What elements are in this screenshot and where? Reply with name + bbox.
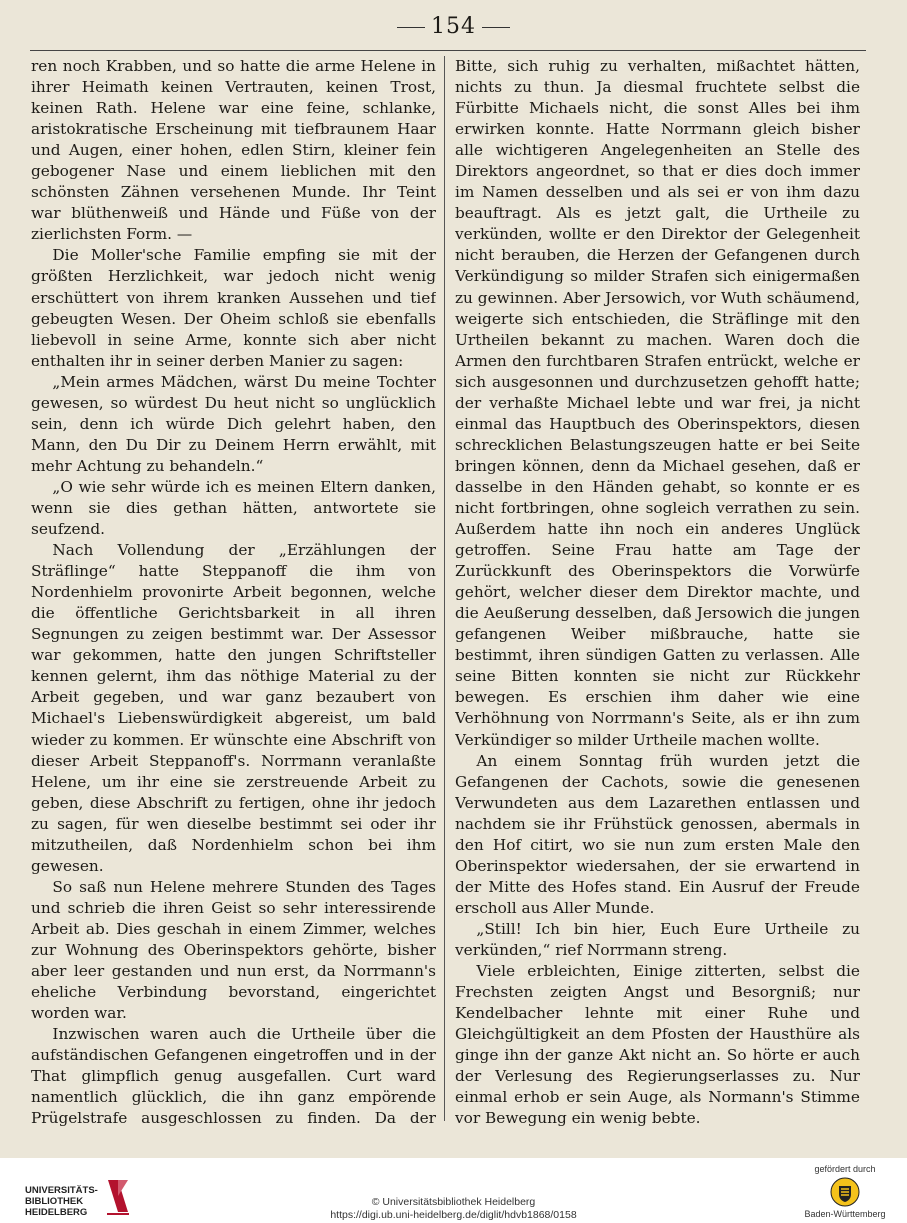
paragraph: An einem Sonntag früh wurden jetzt die Gefangenen der Cachots, sowie die genesenen Verwundeten aus dem Lazarethen entlassen und nachdem sie ihr Frühstück genossen, abermals in den Hof citirt, wo sie nun zum ersten Male den Oberinspektor wiedersahen, der sie erwartend in der Mitte des Hofes stand. Ein Ausruf der Freude erscholl aus Aller Munde. [455, 751, 860, 917]
header-rule [30, 50, 866, 51]
paragraph: Inzwischen waren auch die Urtheile über die aufständischen Gefangenen eingetroffen und in der That glimpflich genug ausgefallen. Curt ward namentlich glücklich, die ihn ganz empörende Prügelstrafe ausgeschlossen zu finden. Da der [31, 1025, 436, 1128]
copyright-notice [0, 1196, 907, 1222]
paragraph: ren noch Krabben, und so hatte die arme Helene in ihrer Heimath keinen Vertrauten, keinen Trost, keinen Rath. Helene war eine feine, schlanke, aristokratische Erscheinung mit tiefbraunem Haar und Augen, einer hohen, edlen Stirn, kleiner fein gebogener Nase und einem lieblichen mit den schönsten Zähnen versehenen Munde. Ihr Teint war blüthenweiß und Hände und Füße von der zierlichsten Form. — [31, 57, 436, 244]
paragraph: Die Moller'sche Familie empfing sie mit der größten Herzlichkeit, war jedoch nicht wenig erschüttert von ihrem kranken Aussehen und tief gebeugten Wesen. Der Oheim schloß sie ebenfalls liebevoll in seine Arme, konnte sich aber nicht enthalten ihr in seiner derben Manier zu sagen: [31, 246, 436, 370]
paragraph [455, 1129, 860, 1131]
paragraph: „Still! Ich bin hier, Euch Eure Urtheile zu verkünden,“ rief Norrmann streng. [455, 919, 860, 959]
page-number: 154 [0, 14, 907, 39]
left-text-column [31, 56, 436, 1131]
paragraph: „Mein armes Mädchen, wärst Du meine Tochter gewesen, so würdest Du heut nicht so unglücklich sein, denn ich würde Dich gelehrt haben, den Mann, den Du Dir zu Deinem Herrn erwählt, mit mehr Achtung zu behandeln.“ [31, 372, 436, 475]
copyright-text: © Universitätsbibliothek Heidelberg [371, 1196, 536, 1208]
right-text-column [455, 56, 860, 1131]
baden-wuerttemberg-seal-icon [830, 1177, 860, 1207]
funded-by-label: gefördert durch [814, 1164, 876, 1174]
paragraph: Nach Vollendung der „Erzählungen der Sträflinge“ hatte Steppanoff die ihm von Nordenhielm provonirte Arbeit begonnen, welche die öffentliche Gerichtsbarkeit in all ihren Segnungen zu zeigen bestimmt war. Der Assessor war gekommen, hatte den jungen Schriftsteller kennen gelernt, ihm das nöthige Material zu der Arbeit gegeben, und war ganz bezaubert von Michael's Liebenswürdigkeit abgereist, um bald wieder zu kommen. Er wünschte eine Abschrift von dieser Arbeit Steppanoff's. Norrmann veranlaßte Helene, um ihr eine sie zerstreuende Arbeit zu geben, diese Abschrift zu fertigen, ohne ihr jedoch zu sagen, für wen dieselbe bestimmt sei oder ihr mitzutheilen, daß Nordenhielm schon bei ihm gewesen. [31, 541, 436, 875]
paragraph: Bitte, sich ruhig zu verhalten, mißachtet hätten, nichts zu thun. Ja diesmal fruchtete selbst die Fürbitte Michaels nicht, die sonst Alles bei ihm erwirken konnte. Hatte Norrmann gleich bisher alle wichtigeren Angelegenheiten an Stelle des Direktors angeordnet, so that er dies doch immer im Namen desselben und als sei er von ihm dazu beauftragt. Als es jetzt galt, die Urtheile zu verkünden, wollte er den Direktor der Gelegenheit nicht berauben, die Herzen der Gefangenen durch Verkündigung so milder Strafen sich einigermaßen zu gewinnen. Aber Jersowich, vor Wuth schäumend, weigerte sich entschieden, die Sträflinge mit den Urtheilen bekannt zu machen. Waren doch die Armen den furchtbaren Strafen entrückt, welche er sich ausgesonnen und durchzusetzen gehofft hatte; der verhaßte Michael lebte und war frei, ja nicht einmal das Hauptbuch des Oberinspektors, diesen schrecklichen Belastungszeugen hatte er bei Seite bringen können, denn da Michael gesehen, daß er dasselbe in den Händen gehabt, so konnte er es nicht fortbringen, ohne sogleich verrathen zu sein. Außerdem hatte ihn noch ein anderes Unglück getroffen. Seine Frau hatte am Tage der Zurückkunft des Oberinspektors die Vorwürfe gehört, welcher dieser dem Direktor machte, und die Aeußerung desselben, daß Jersowich die jungen gefangenen Weiber mißbrauche, hatte sie bestimmt, ihren sündigen Gatten zu verlassen. Alle seine Bitten konnten sie nicht zur Rückkehr bewegen. Es erschien ihm daher wie eine Verhöhnung von Norrmann's Seite, als er ihn zum Verkündiger so milder Urtheile machen wollte. [455, 57, 860, 749]
funding-credit[interactable] [795, 1164, 895, 1219]
column-divider [444, 56, 445, 1121]
paragraph: „O wie sehr würde ich es meinen Eltern danken, wenn sie dies gethan hätten, antwortete sie seufzend. [31, 477, 436, 539]
paragraph: Viele erbleichten, Einige zitterten, selbst die Frechsten zeigten Angst und Besorgniß; nur Kendelbacher lehnte mit einer Ruhe und Gleichgültigkeit an dem Pfosten der Hausthüre als ginge ihn der ganze Akt nicht an. So hörte er auch der Verlesung des Regierungserlasses zu. Nur einmal erhob er sein Auge, als Normann's Stimme vor Bewegung ein wenig bebte. [455, 962, 860, 1128]
funder-name: Baden-Württemberg [804, 1209, 886, 1219]
library-name: UNIVERSITÄTS- BIBLIOTHEK HEIDELBERG [25, 1185, 98, 1218]
permalink-url[interactable]: https://digi.ub.uni-heidelberg.de/diglit/hdvb1868/0158 [330, 1209, 577, 1221]
footer-bar [0, 1158, 907, 1223]
paragraph: So saß nun Helene mehrere Stunden des Tages und schrieb die ihren Geist so sehr interessirende Arbeit ab. Dies geschah in einem Zimmer, welches zur Wohnung des Oberinspektors gehörte, bisher aber leer gestanden und nun erst, da Norrmann's eheliche Verbindung bevorstand, eingerichtet worden war. [31, 877, 436, 1023]
